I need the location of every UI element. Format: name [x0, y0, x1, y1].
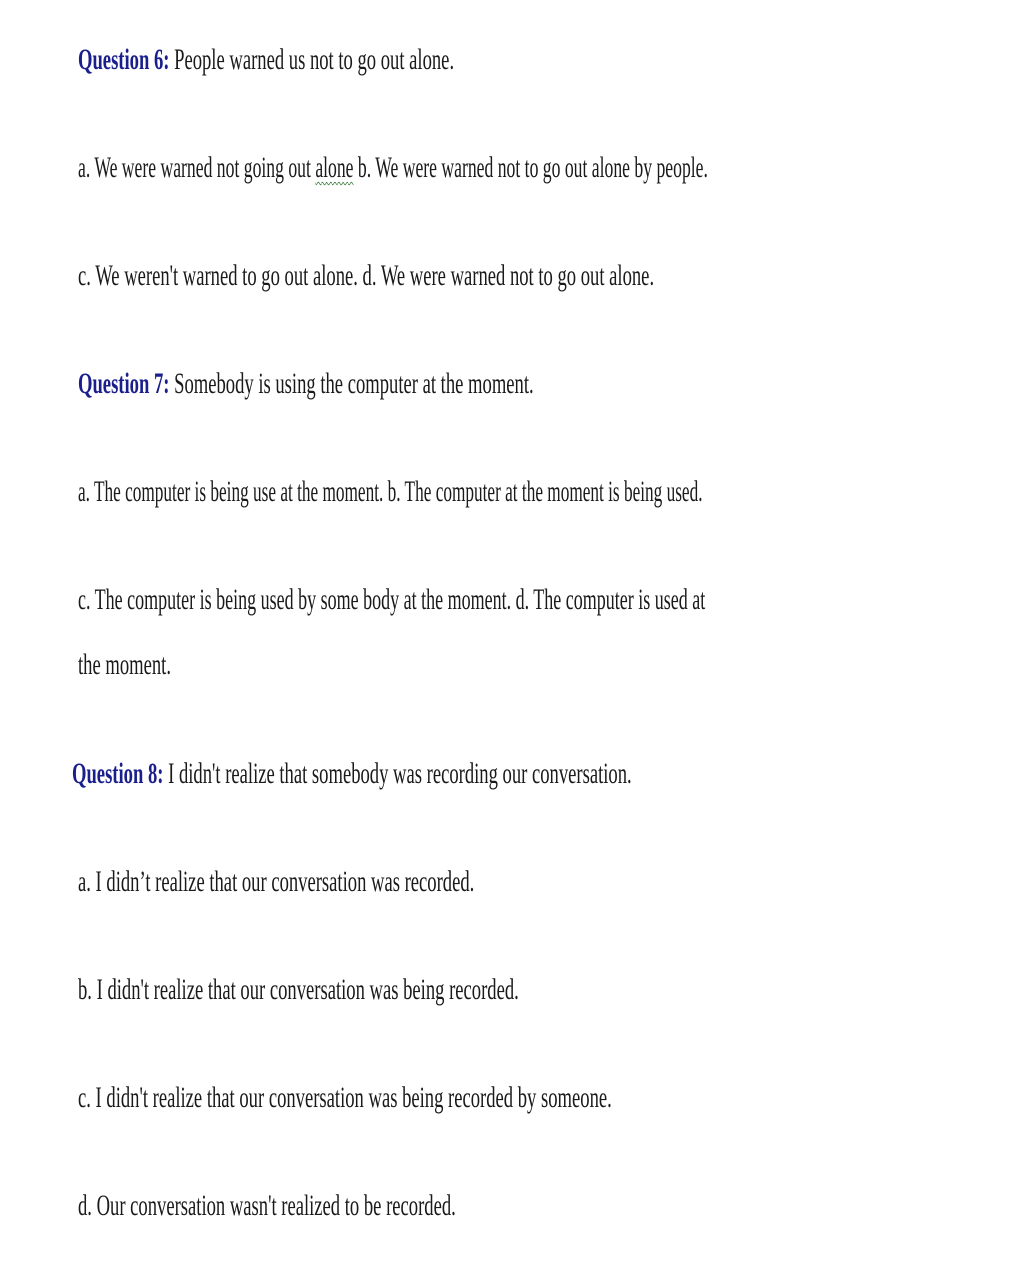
question-6-options-ab — [78, 148, 708, 188]
question-8-option-d — [78, 1186, 713, 1226]
spelling-flag-word: alone — [315, 151, 354, 184]
question-8-option-b — [78, 970, 713, 1010]
question-7-prompt: Somebody is using the computer at the moment. — [169, 367, 534, 400]
question-7-options-cd — [78, 580, 706, 620]
question-8-prompt: I didn't realize that somebody was recording our conversation. — [163, 757, 632, 790]
question-6-options-cd — [78, 256, 713, 296]
question-8-option-b-text: b. I didn't realize that our conversation was being recorded. — [78, 973, 519, 1006]
question-8-option-a-text: a. I didn’t realize that our conversation was recorded. — [78, 865, 475, 898]
question-6-option-cd-text: c. We weren't warned to go out alone. d. We were warned not to go out alone. — [78, 259, 655, 292]
question-7-option-cd-text: c. The computer is being used by some body at the moment. d. The computer is used at — [78, 583, 706, 616]
question-8-option-c — [78, 1078, 713, 1118]
question-6-label: Question 6: — [78, 43, 170, 76]
question-6-option-a-text: a. We were warned not going out — [78, 151, 316, 184]
question-8-heading — [72, 754, 707, 794]
question-8-option-d-text: d. Our conversation wasn't realized to be recorded. — [78, 1189, 456, 1222]
question-7-option-cd-continued-text: the moment. — [78, 648, 171, 681]
question-6-heading — [78, 40, 713, 80]
question-7-label: Question 7: — [78, 367, 170, 400]
question-7-options-ab — [78, 472, 703, 512]
question-8-option-c-text: c. I didn't realize that our conversation was being recorded by someone. — [78, 1081, 612, 1114]
question-7-options-cd-continued — [78, 645, 713, 685]
question-8-label: Question 8: — [72, 757, 164, 790]
question-8-option-a — [78, 862, 713, 902]
question-7-option-ab-text: a. The computer is being use at the moment. b. The computer at the moment is being used. — [78, 475, 703, 508]
question-6-option-b-text: b. We were warned not to go out alone by people. — [353, 151, 708, 184]
question-6-prompt: People warned us not to go out alone. — [169, 43, 455, 76]
question-7-heading — [78, 364, 713, 404]
